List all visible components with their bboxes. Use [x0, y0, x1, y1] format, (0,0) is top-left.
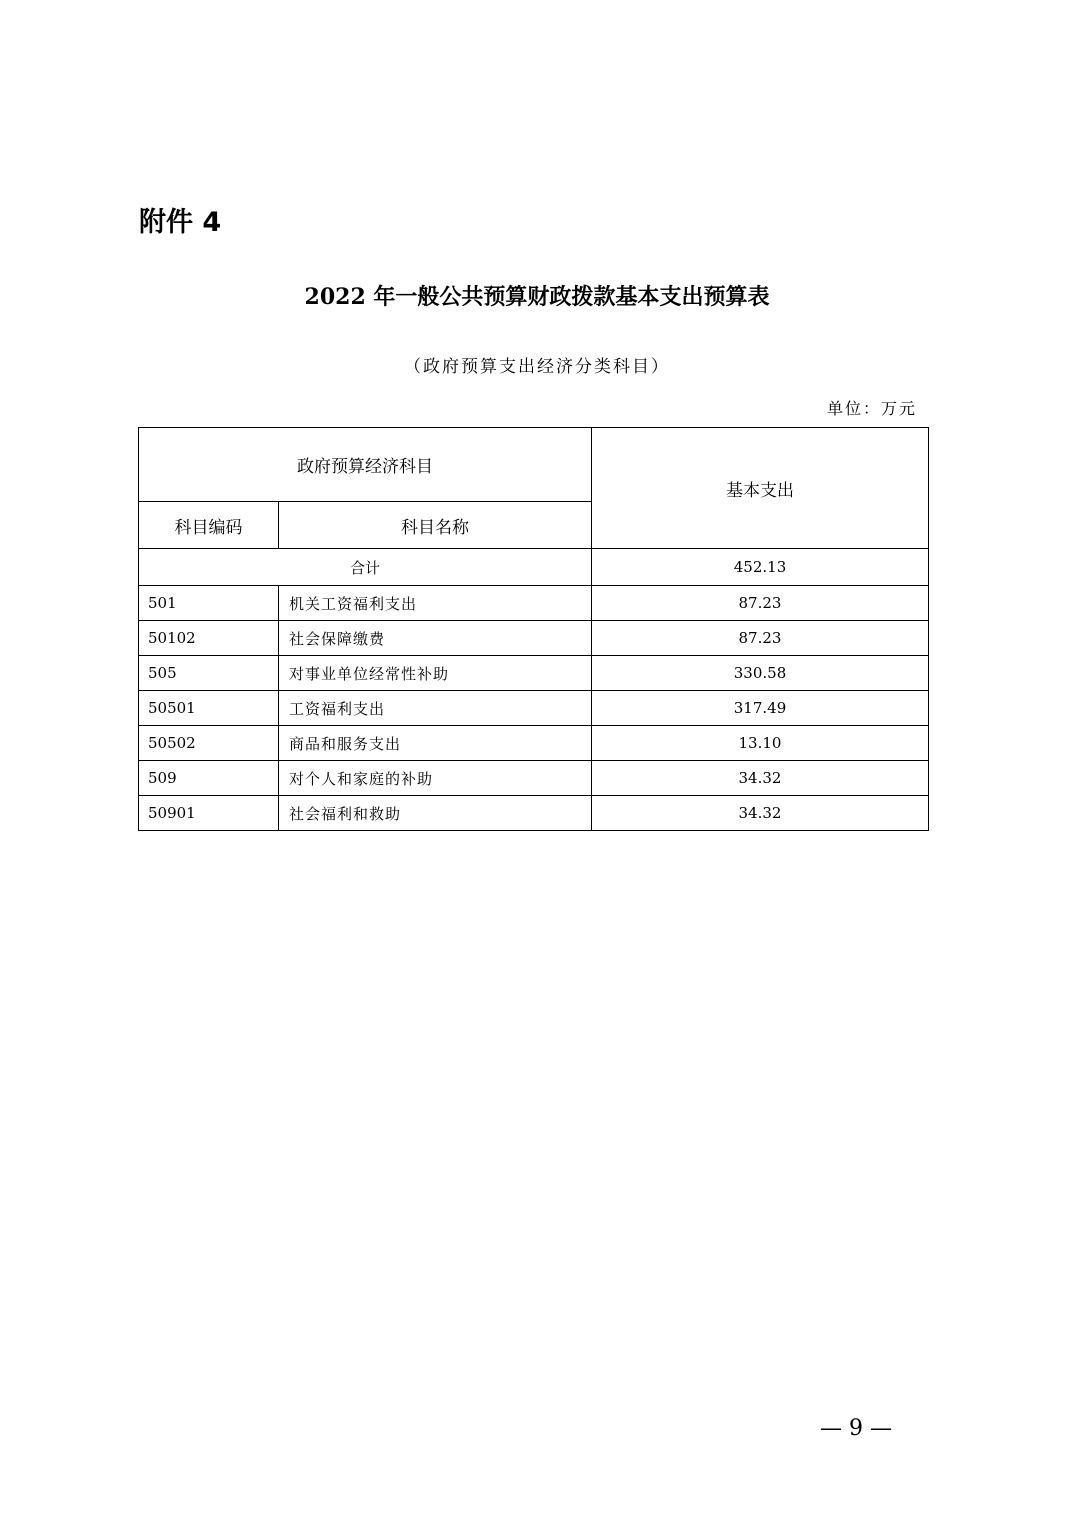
row-code: 50501 — [139, 691, 279, 726]
total-amount: 452.13 — [592, 549, 929, 586]
row-name: 社会福利和救助 — [279, 796, 592, 831]
row-code: 50901 — [139, 796, 279, 831]
row-name: 工资福利支出 — [279, 691, 592, 726]
row-code: 50102 — [139, 621, 279, 656]
row-amount: 34.32 — [592, 761, 929, 796]
document-title: 2022 年一般公共预算财政拨款基本支出预算表 — [304, 284, 770, 310]
table-row — [139, 656, 929, 691]
row-name: 对个人和家庭的补助 — [279, 761, 592, 796]
row-code: 509 — [139, 761, 279, 796]
table-row — [139, 621, 929, 656]
row-amount: 34.32 — [592, 796, 929, 831]
row-amount: 330.58 — [592, 656, 929, 691]
budget-table — [138, 427, 929, 831]
row-code: 50502 — [139, 726, 279, 761]
total-row — [139, 549, 929, 586]
row-name: 商品和服务支出 — [279, 726, 592, 761]
row-amount: 13.10 — [592, 726, 929, 761]
name-column-header: 科目名称 — [279, 502, 592, 549]
table-row — [139, 726, 929, 761]
row-name: 社会保障缴费 — [279, 621, 592, 656]
attachment-label: 附件 4 — [139, 207, 222, 238]
table-row — [139, 586, 929, 621]
row-amount: 87.23 — [592, 586, 929, 621]
table-row — [139, 796, 929, 831]
page-number: — 9 — — [820, 1416, 892, 1441]
amount-column-header: 基本支出 — [592, 428, 929, 549]
row-amount: 87.23 — [592, 621, 929, 656]
row-name: 对事业单位经常性补助 — [279, 656, 592, 691]
row-code: 501 — [139, 586, 279, 621]
group-header: 政府预算经济科目 — [139, 428, 592, 502]
row-code: 505 — [139, 656, 279, 691]
unit-label: 单位：万元 — [826, 399, 917, 418]
row-name: 机关工资福利支出 — [279, 586, 592, 621]
total-label: 合计 — [139, 549, 592, 586]
code-column-header: 科目编码 — [139, 502, 279, 549]
table-header-row — [139, 428, 929, 502]
table-row — [139, 691, 929, 726]
row-amount: 317.49 — [592, 691, 929, 726]
document-subtitle: （政府预算支出经济分类科目） — [404, 357, 670, 377]
table-row — [139, 761, 929, 796]
